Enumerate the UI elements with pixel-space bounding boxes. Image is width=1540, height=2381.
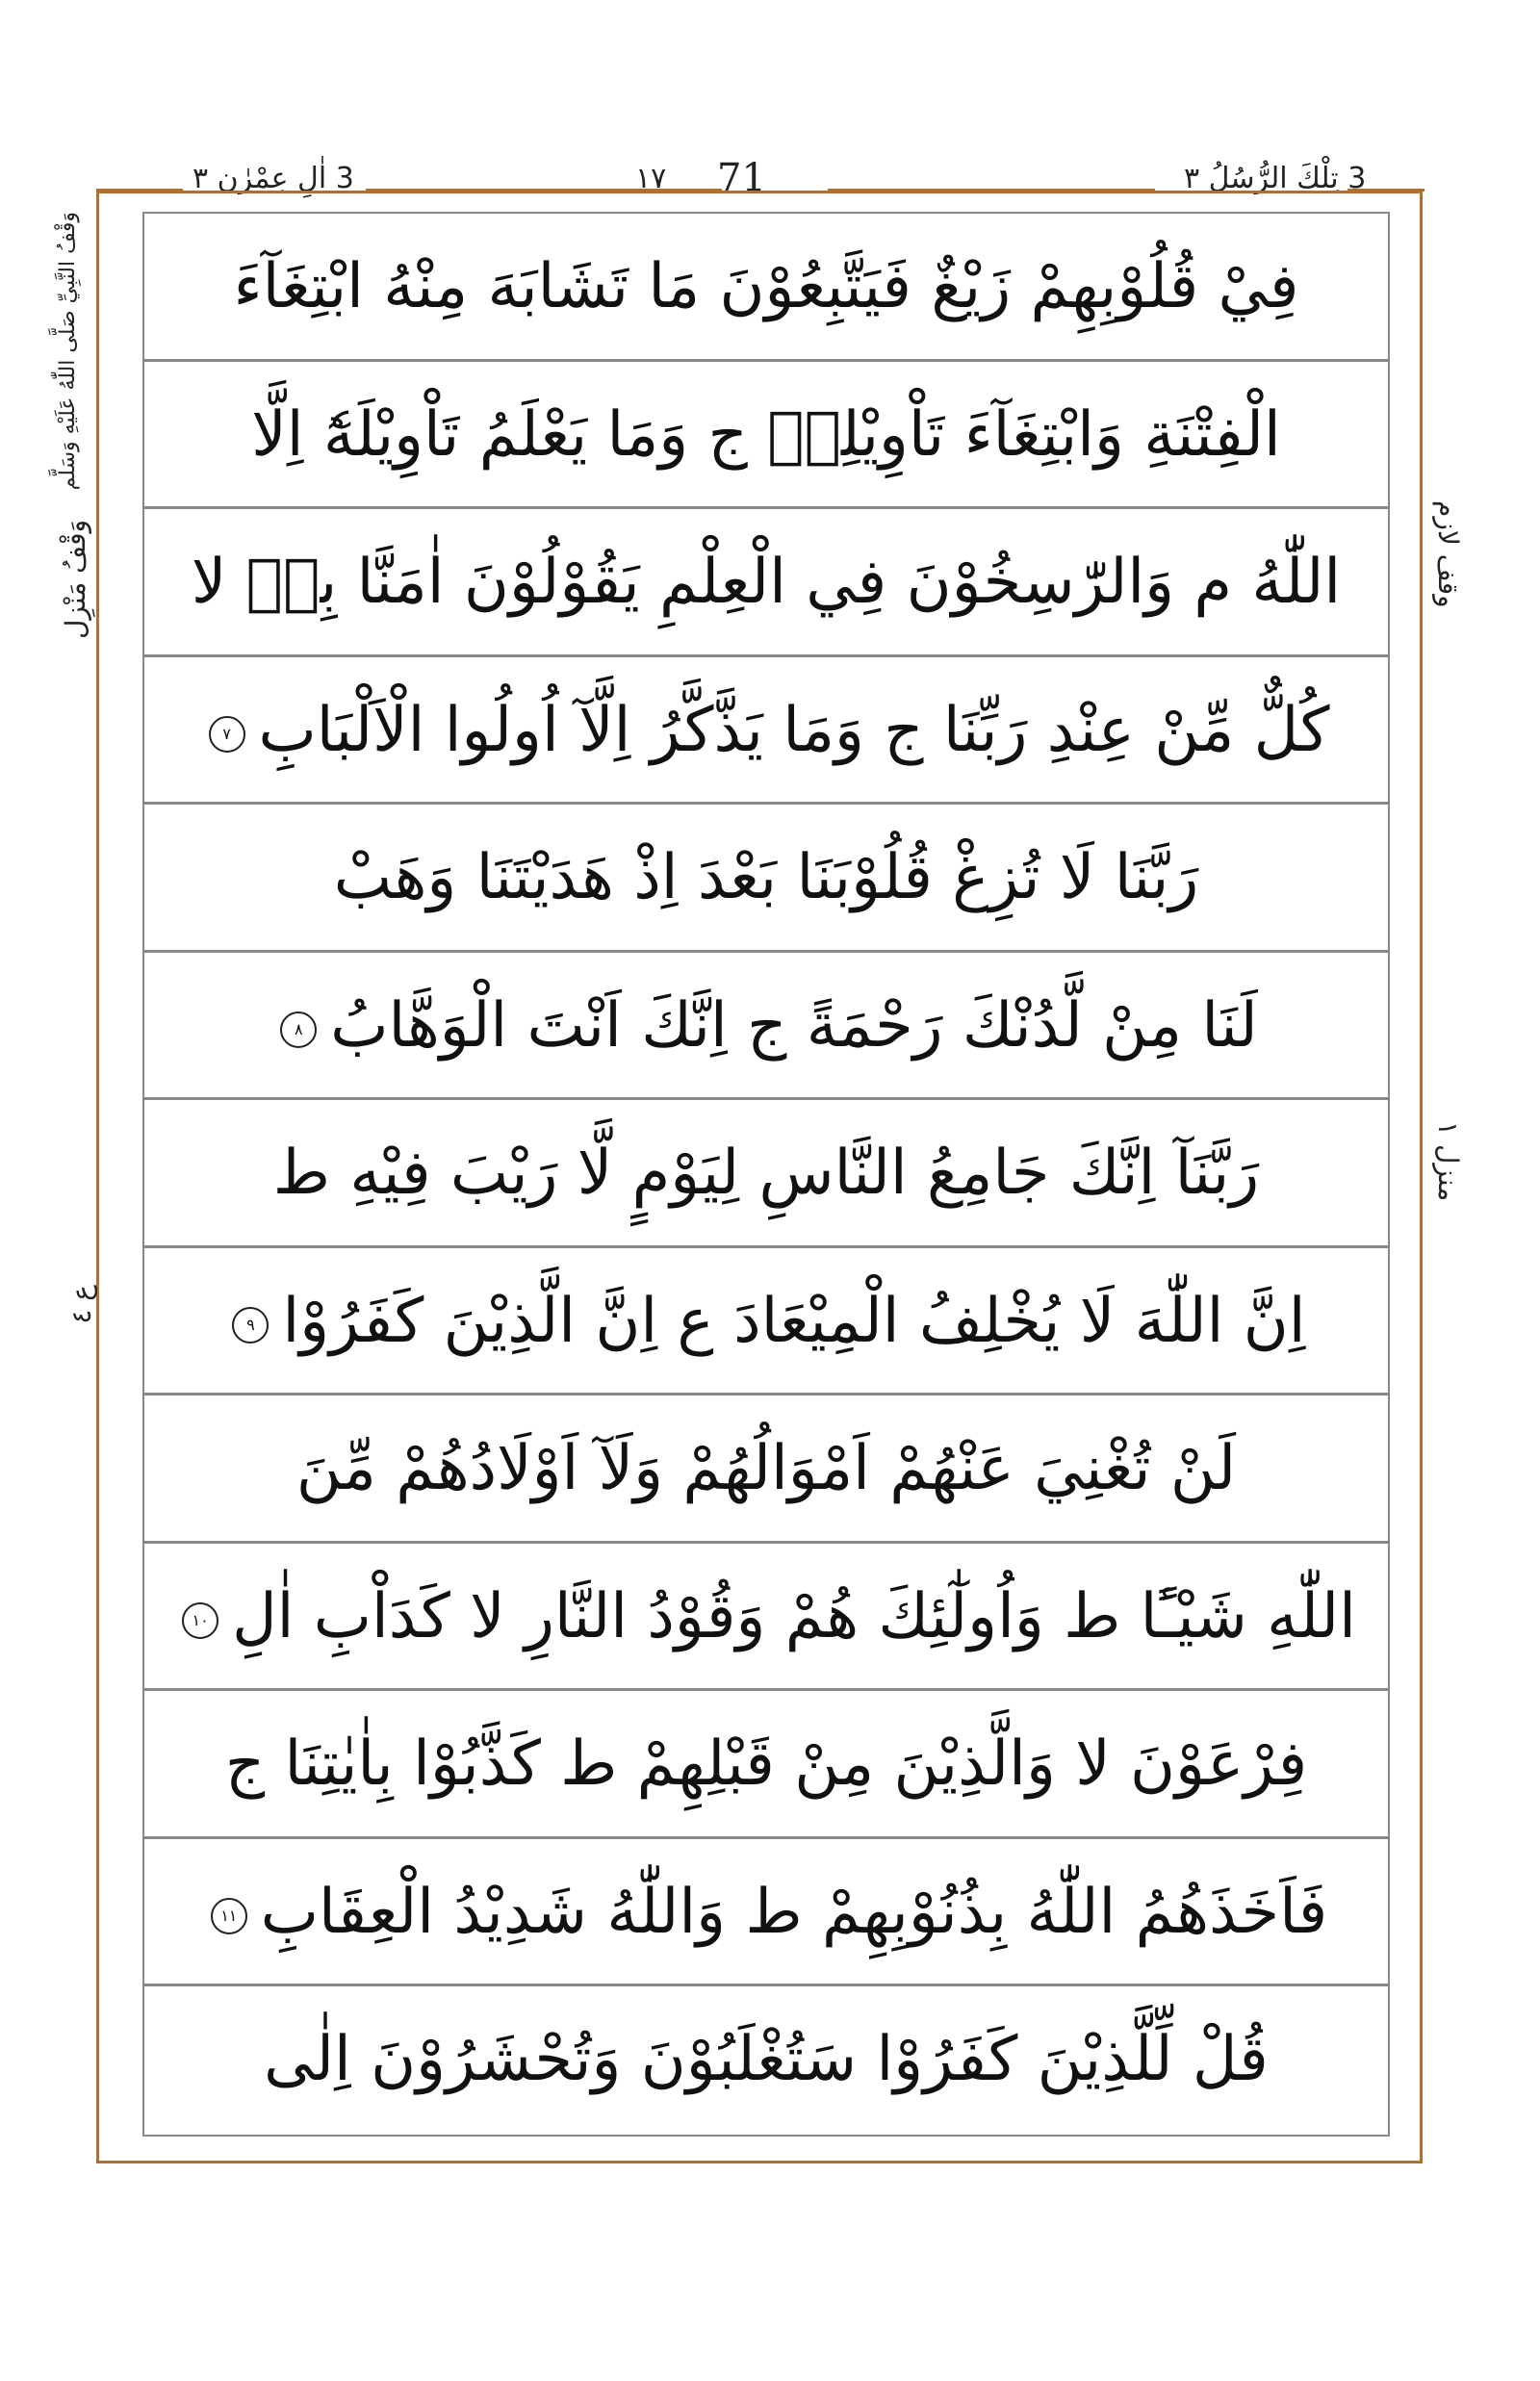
verse-text: اِنَّ اللّٰهَ لَا يُخْلِفُ الْمِيْعَادَ ع اِنَّ الَّذِيْنَ كَفَرُوْا xyxy=(282,1285,1306,1357)
verse-text: اللّٰهِ شَيْـًٔا ط وَاُولٰٓئِكَ هُمْ وَقُوْدُ النَّارِ لا كَدَاْبِ اٰلِ xyxy=(232,1580,1356,1652)
page-number: 71 xyxy=(717,156,766,200)
ayah-number-marker: ١٠ xyxy=(182,1602,218,1639)
margin-note-left-top: وَقْفُ النَّبِيِّ صَلَّى اللّٰهُ عَلَيْهِ وَسَلَّم xyxy=(56,212,80,491)
verse-line xyxy=(144,1544,1388,1692)
verse-line xyxy=(144,509,1388,657)
verse-line xyxy=(144,953,1388,1101)
verse-line xyxy=(144,214,1388,362)
verse-text: اللّٰهُ م وَالرّٰسِخُوْنَ فِي الْعِلْمِ يَقُوْلُوْنَ اٰمَنَّا بِهٖ لا xyxy=(191,547,1342,619)
verse-text: رَبَّنَا لَا تُزِغْ قُلُوْبَنَا بَعْدَ اِذْ هَدَيْتَنَا وَهَبْ xyxy=(333,842,1199,914)
text-block xyxy=(142,212,1390,2137)
verse-line xyxy=(144,1691,1388,1839)
verse-line xyxy=(144,1100,1388,1248)
margin-note-left-mid: وَقْفُ مَنْزِل xyxy=(60,520,91,640)
verse-text: فِيْ قُلُوْبِهِمْ زَيْغٌ فَيَتَّبِعُوْنَ مَا تَشَابَهَ مِنْهُ ابْتِغَآءَ xyxy=(233,251,1299,322)
ruku-marker: ع ٤ xyxy=(65,1285,97,1324)
surah-name: 3 اٰلِ عِمْرٰن ٣ xyxy=(192,162,354,195)
verse-line xyxy=(144,1839,1388,1987)
manzil-marker: منزل ١ xyxy=(1432,1121,1464,1202)
verse-line xyxy=(144,1986,1388,2135)
verse-line xyxy=(144,1395,1388,1544)
verse-line xyxy=(144,1248,1388,1396)
ayah-number-marker: ١١ xyxy=(211,1898,247,1934)
margin-note-right-top: وقف لازم xyxy=(1432,500,1464,608)
verse-text: فَاَخَذَهُمُ اللّٰهُ بِذُنُوْبِهِمْ ط وَاللّٰهُ شَدِيْدُ الْعِقَابِ xyxy=(260,1876,1328,1948)
verse-text: فِرْعَوْنَ لا وَالَّذِيْنَ مِنْ قَبْلِهِمْ ط كَذَّبُوْا بِاٰيٰتِنَا ج xyxy=(224,1728,1308,1801)
verse-text: الْفِتْنَةِ وَابْتِغَآءَ تَاْوِيْلِهٖ ج وَمَا يَعْلَمُ تَاْوِيْلَهٗٓ اِلَّا xyxy=(251,398,1281,471)
verse-text: رَبَّنَآ اِنَّكَ جَامِعُ النَّاسِ لِيَوْمٍ لَّا رَيْبَ فِيْهِ ط xyxy=(272,1138,1260,1210)
verse-text: لَنَا مِنْ لَّدُنْكَ رَحْمَةً ج اِنَّكَ اَنْتَ الْوَهَّابُ xyxy=(330,989,1258,1062)
verse-line xyxy=(144,362,1388,510)
verse-text: قُلْ لِّلَّذِيْنَ كَفَرُوْا سَتُغْلَبُوْنَ وَتُحْشَرُوْنَ اِلٰى xyxy=(264,2024,1269,2096)
ayah-number-marker: ٩ xyxy=(232,1307,269,1344)
verse-text: لَنْ تُغْنِيَ عَنْهُمْ اَمْوَالُهُمْ وَلَآ اَوْلَادُهُمْ مِّنَ xyxy=(295,1433,1237,1505)
ayah-number-marker: ٨ xyxy=(280,1011,317,1048)
ayah-number-marker: ٧ xyxy=(209,716,245,753)
verse-text: كُلٌّ مِّنْ عِنْدِ رَبِّنَا ج وَمَا يَذَّكَّرُ اِلَّآ اُولُوا الْاَلْبَابِ xyxy=(258,694,1330,766)
juz-marker: ١٧ xyxy=(635,162,667,195)
juz-name: 3 تِلْكَ الرُّسُلُ ٣ xyxy=(1184,162,1367,195)
verse-line xyxy=(144,805,1388,953)
verse-line xyxy=(144,657,1388,806)
